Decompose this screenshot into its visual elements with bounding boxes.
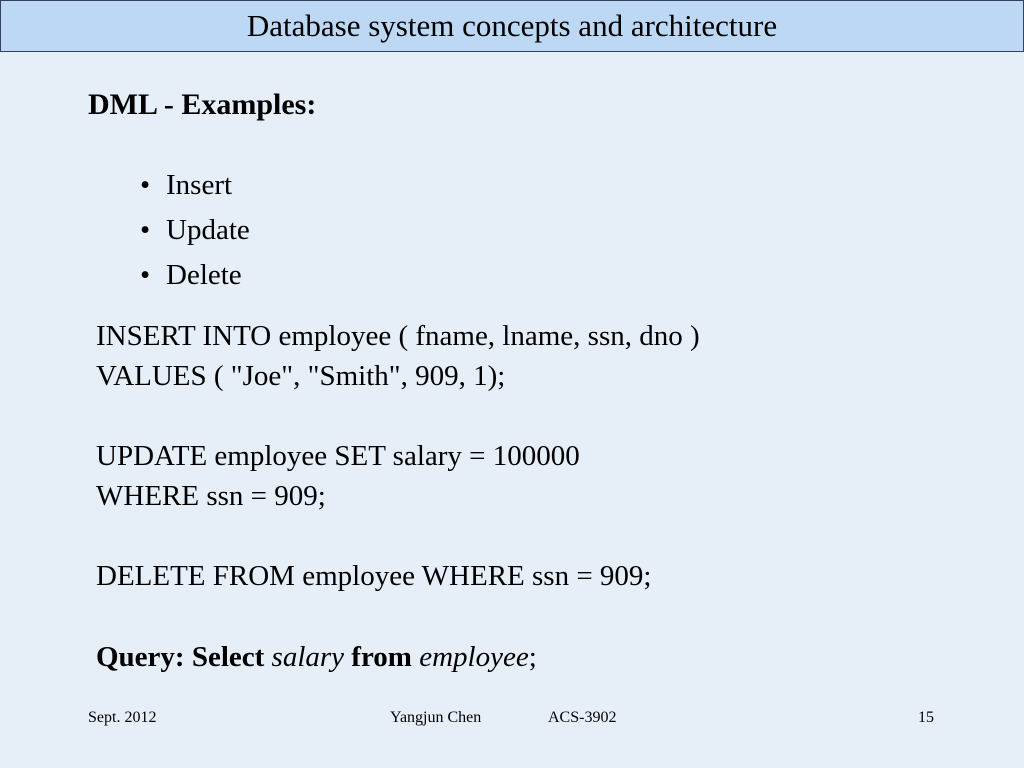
sql-examples — [96, 316, 700, 596]
list-item — [140, 208, 250, 253]
query-from: from — [344, 641, 420, 673]
sql-line: VALUES ( "Joe", "Smith", 909, 1); — [96, 360, 506, 392]
footer-course: ACS-3902 — [548, 709, 617, 726]
bullet-text: Insert — [166, 169, 233, 201]
query-column: salary — [271, 641, 345, 673]
slide-title: Database system concepts and architecture — [246, 8, 778, 43]
sql-line — [96, 516, 700, 556]
bullet-icon: • — [140, 259, 151, 291]
bullet-icon: • — [140, 169, 151, 201]
query-line — [96, 641, 537, 674]
list-item — [140, 253, 250, 298]
query-label: Query: Select — [96, 641, 272, 673]
query-table: employee — [419, 641, 529, 673]
bullet-text: Update — [166, 214, 250, 246]
slide-title-bar — [0, 0, 1024, 52]
footer-page-number: 15 — [918, 709, 934, 726]
footer-date: Sept. 2012 — [88, 709, 157, 726]
sql-line: WHERE ssn = 909; — [96, 480, 326, 512]
bullet-text: Delete — [166, 259, 242, 291]
bullet-icon: • — [140, 214, 151, 246]
query-end: ; — [528, 641, 537, 673]
footer-author: Yangjun Chen — [390, 709, 482, 726]
sql-line: UPDATE employee SET salary = 100000 — [96, 440, 580, 472]
sql-line: DELETE FROM employee WHERE ssn = 909; — [96, 560, 652, 592]
sql-line: INSERT INTO employee ( fname, lname, ssn, dno ) — [96, 320, 700, 352]
section-heading: DML - Examples: — [88, 88, 317, 121]
bullet-list — [140, 163, 250, 298]
sql-line — [96, 396, 700, 436]
list-item — [140, 163, 250, 208]
